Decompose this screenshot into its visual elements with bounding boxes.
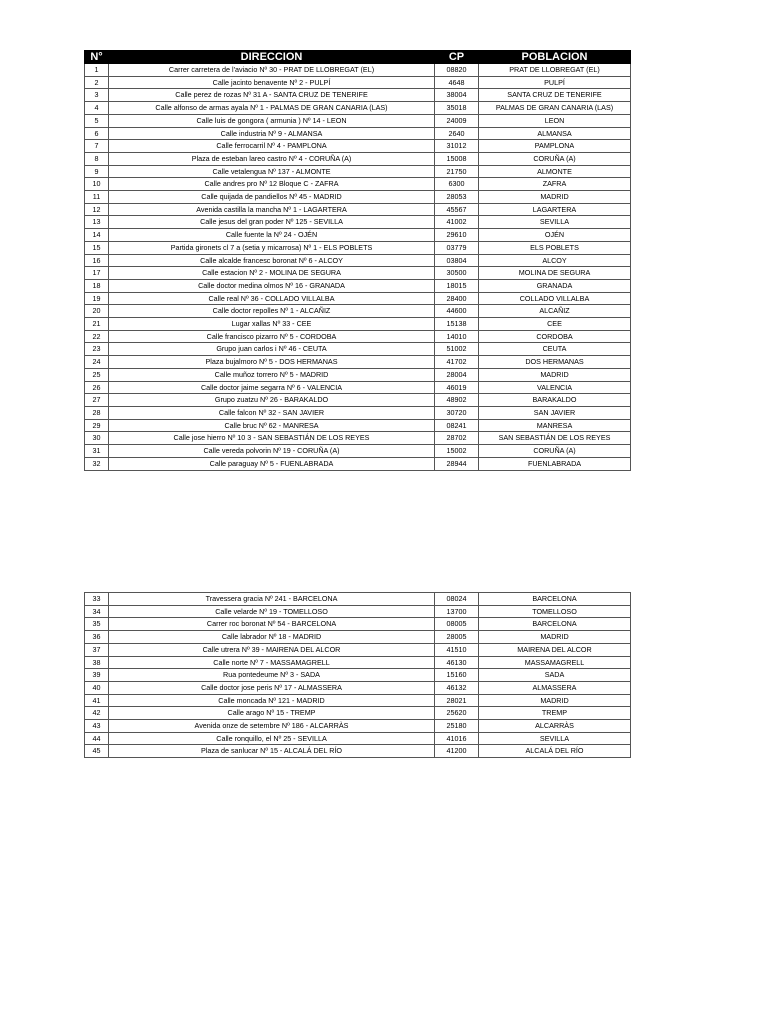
cell-cp: 25620: [435, 707, 479, 720]
table-row: [85, 140, 631, 153]
cell-direccion: Calle jose hierro Nº 10 3 - SAN SEBASTIÁN DE LOS REYES: [109, 432, 435, 445]
cell-cp: 28702: [435, 432, 479, 445]
cell-cp: 30720: [435, 406, 479, 419]
cell-poblacion: CORDOBA: [479, 330, 631, 343]
cell-num: 31: [85, 445, 109, 458]
cell-num: 2: [85, 76, 109, 89]
table-row: [85, 64, 631, 77]
table-row: [85, 279, 631, 292]
cell-num: 42: [85, 707, 109, 720]
cell-cp: 31012: [435, 140, 479, 153]
cell-direccion: Travessera gracia Nº 241 - BARCELONA: [109, 593, 435, 606]
cell-cp: 18015: [435, 279, 479, 292]
cell-cp: 21750: [435, 165, 479, 178]
cell-num: 19: [85, 292, 109, 305]
table-row: [85, 254, 631, 267]
cell-poblacion: ALCARRÀS: [479, 720, 631, 733]
table-row: [85, 605, 631, 618]
cell-direccion: Calle utrera Nº 39 - MAIRENA DEL ALCOR: [109, 643, 435, 656]
cell-poblacion: TOMELLOSO: [479, 605, 631, 618]
cell-direccion: Calle andres pro Nº 12 Bloque C - ZAFRA: [109, 178, 435, 191]
cell-cp: 38004: [435, 89, 479, 102]
table-row: [85, 127, 631, 140]
cell-poblacion: MANRESA: [479, 419, 631, 432]
cell-poblacion: ALMONTE: [479, 165, 631, 178]
cell-num: 32: [85, 457, 109, 470]
cell-direccion: Lugar xallas Nº 33 - CEE: [109, 318, 435, 331]
cell-cp: 41510: [435, 643, 479, 656]
cell-cp: 28005: [435, 631, 479, 644]
cell-num: 43: [85, 720, 109, 733]
cell-direccion: Plaza bujalmoro Nº 5 - DOS HERMANAS: [109, 356, 435, 369]
cell-direccion: Calle arago Nº 15 - TREMP: [109, 707, 435, 720]
cell-poblacion: SEVILLA: [479, 732, 631, 745]
table-row: [85, 593, 631, 606]
cell-direccion: Calle muñoz torrero Nº 5 - MADRID: [109, 368, 435, 381]
table-row: [85, 343, 631, 356]
cell-direccion: Calle moncada Nº 121 - MADRID: [109, 694, 435, 707]
cell-cp: 13700: [435, 605, 479, 618]
cell-cp: 41002: [435, 216, 479, 229]
table-row: [85, 356, 631, 369]
cell-num: 25: [85, 368, 109, 381]
cell-num: 38: [85, 656, 109, 669]
cell-num: 45: [85, 745, 109, 758]
cell-direccion: Calle luis de gongora ( armunia ) Nº 14 - LEON: [109, 114, 435, 127]
cell-direccion: Calle doctor jose peris Nº 17 - ALMASSERA: [109, 681, 435, 694]
table-row: [85, 669, 631, 682]
cell-num: 10: [85, 178, 109, 191]
cell-cp: 15008: [435, 152, 479, 165]
cell-direccion: Calle doctor repolles Nº 1 - ALCAÑIZ: [109, 305, 435, 318]
cell-direccion: Calle velarde Nº 19 - TOMELLOSO: [109, 605, 435, 618]
cell-cp: 41016: [435, 732, 479, 745]
cell-direccion: Calle vereda polvorin Nº 19 - CORUÑA (A): [109, 445, 435, 458]
cell-poblacion: SADA: [479, 669, 631, 682]
cell-direccion: Calle vetalengua Nº 137 - ALMONTE: [109, 165, 435, 178]
table-row: [85, 707, 631, 720]
cell-poblacion: BARCELONA: [479, 618, 631, 631]
cell-direccion: Calle jesus del gran poder Nº 125 - SEVILLA: [109, 216, 435, 229]
table-row: [85, 114, 631, 127]
cell-num: 21: [85, 318, 109, 331]
table-row: [85, 618, 631, 631]
table-row: [85, 292, 631, 305]
cell-direccion: Partida gironets cl 7 a (setia y micarrosa) Nº 1 - ELS POBLETS: [109, 241, 435, 254]
cell-num: 20: [85, 305, 109, 318]
cell-cp: 15002: [435, 445, 479, 458]
table-row: [85, 241, 631, 254]
cell-cp: 44600: [435, 305, 479, 318]
cell-poblacion: TREMP: [479, 707, 631, 720]
table-row: [85, 216, 631, 229]
table-row: [85, 89, 631, 102]
cell-num: 4: [85, 102, 109, 115]
cell-direccion: Calle doctor medina olmos Nº 16 - GRANADA: [109, 279, 435, 292]
cell-poblacion: ALCOY: [479, 254, 631, 267]
cell-cp: 48902: [435, 394, 479, 407]
table-row: [85, 267, 631, 280]
cell-num: 6: [85, 127, 109, 140]
table-body: [85, 593, 631, 758]
cell-num: 3: [85, 89, 109, 102]
cell-poblacion: VALENCIA: [479, 381, 631, 394]
cell-cp: 03804: [435, 254, 479, 267]
cell-cp: 24009: [435, 114, 479, 127]
cell-poblacion: MADRID: [479, 631, 631, 644]
cell-poblacion: MADRID: [479, 694, 631, 707]
table-row: [85, 381, 631, 394]
cell-poblacion: MADRID: [479, 191, 631, 204]
cell-num: 8: [85, 152, 109, 165]
table-row: [85, 318, 631, 331]
table-row: [85, 656, 631, 669]
cell-poblacion: SANTA CRUZ DE TENERIFE: [479, 89, 631, 102]
cell-direccion: Calle bruc Nº 62 - MANRESA: [109, 419, 435, 432]
cell-num: 26: [85, 381, 109, 394]
cell-num: 15: [85, 241, 109, 254]
cell-direccion: Calle doctor jaime segarra Nº 6 - VALENCIA: [109, 381, 435, 394]
table-row: [85, 203, 631, 216]
cell-poblacion: LAGARTERA: [479, 203, 631, 216]
cell-direccion: Calle ronquillo, el Nº 25 - SEVILLA: [109, 732, 435, 745]
cell-num: 28: [85, 406, 109, 419]
cell-num: 36: [85, 631, 109, 644]
table-row: [85, 445, 631, 458]
cell-num: 12: [85, 203, 109, 216]
cell-direccion: Calle industria Nº 9 - ALMANSA: [109, 127, 435, 140]
cell-direccion: Calle quijada de pandiellos Nº 45 - MADRID: [109, 191, 435, 204]
cell-poblacion: ALCAÑIZ: [479, 305, 631, 318]
table-row: [85, 102, 631, 115]
cell-direccion: Avenida castilla la mancha Nº 1 - LAGARTERA: [109, 203, 435, 216]
cell-poblacion: ELS POBLETS: [479, 241, 631, 254]
cell-direccion: Calle labrador Nº 18 - MADRID: [109, 631, 435, 644]
cell-num: 35: [85, 618, 109, 631]
cell-poblacion: BARAKALDO: [479, 394, 631, 407]
cell-num: 41: [85, 694, 109, 707]
cell-cp: 15160: [435, 669, 479, 682]
header-cp: CP: [435, 51, 479, 64]
cell-poblacion: CEUTA: [479, 343, 631, 356]
cell-direccion: Plaza de sanlucar Nº 15 - ALCALÁ DEL RÍO: [109, 745, 435, 758]
cell-direccion: Calle falcon Nº 32 - SAN JAVIER: [109, 406, 435, 419]
cell-direccion: Plaza de esteban lareo castro Nº 4 - CORUÑA (A): [109, 152, 435, 165]
cell-poblacion: MASSAMAGRELL: [479, 656, 631, 669]
cell-poblacion: MAIRENA DEL ALCOR: [479, 643, 631, 656]
cell-poblacion: SAN JAVIER: [479, 406, 631, 419]
cell-num: 14: [85, 229, 109, 242]
cell-num: 40: [85, 681, 109, 694]
header-direccion: DIRECCION: [109, 51, 435, 64]
cell-direccion: Carrer carretera de l'aviacio Nº 30 - PRAT DE LLOBREGAT (EL): [109, 64, 435, 77]
cell-poblacion: CORUÑA (A): [479, 445, 631, 458]
cell-direccion: Calle fuente la Nº 24 - OJÉN: [109, 229, 435, 242]
table-row: [85, 165, 631, 178]
table-row: [85, 432, 631, 445]
cell-cp: 15138: [435, 318, 479, 331]
cell-poblacion: ZAFRA: [479, 178, 631, 191]
cell-num: 44: [85, 732, 109, 745]
cell-cp: 46132: [435, 681, 479, 694]
table-row: [85, 368, 631, 381]
cell-poblacion: BARCELONA: [479, 593, 631, 606]
cell-direccion: Grupo zuatzu Nº 26 - BARAKALDO: [109, 394, 435, 407]
cell-num: 13: [85, 216, 109, 229]
cell-direccion: Carrer roc boronat Nº 54 - BARCELONA: [109, 618, 435, 631]
cell-direccion: Calle perez de rozas Nº 31 A - SANTA CRUZ DE TENERIFE: [109, 89, 435, 102]
cell-direccion: Calle norte Nº 7 - MASSAMAGRELL: [109, 656, 435, 669]
cell-cp: 41200: [435, 745, 479, 758]
cell-direccion: Avenida onze de setembre Nº 186 - ALCARRÀS: [109, 720, 435, 733]
table-row: [85, 694, 631, 707]
cell-num: 22: [85, 330, 109, 343]
cell-num: 7: [85, 140, 109, 153]
table-row: [85, 419, 631, 432]
cell-cp: 46019: [435, 381, 479, 394]
cell-poblacion: CORUÑA (A): [479, 152, 631, 165]
cell-direccion: Calle alcalde francesc boronat Nº 6 - ALCOY: [109, 254, 435, 267]
cell-poblacion: PAMPLONA: [479, 140, 631, 153]
cell-poblacion: ALCALÁ DEL RÍO: [479, 745, 631, 758]
table-row: [85, 720, 631, 733]
cell-num: 23: [85, 343, 109, 356]
table-row: [85, 191, 631, 204]
table-row: [85, 229, 631, 242]
table-row: [85, 457, 631, 470]
cell-cp: 35018: [435, 102, 479, 115]
cell-cp: 46130: [435, 656, 479, 669]
table-row: [85, 330, 631, 343]
cell-cp: 41702: [435, 356, 479, 369]
cell-poblacion: PRAT DE LLOBREGAT (EL): [479, 64, 631, 77]
cell-direccion: Calle estacion Nº 2 - MOLINA DE SEGURA: [109, 267, 435, 280]
cell-poblacion: SEVILLA: [479, 216, 631, 229]
cell-num: 37: [85, 643, 109, 656]
cell-num: 5: [85, 114, 109, 127]
table-row: [85, 178, 631, 191]
cell-poblacion: PULPÍ: [479, 76, 631, 89]
cell-poblacion: SAN SEBASTIÁN DE LOS REYES: [479, 432, 631, 445]
table-row: [85, 305, 631, 318]
cell-direccion: Rua pontedeume Nº 3 - SADA: [109, 669, 435, 682]
header-poblacion: POBLACION: [479, 51, 631, 64]
cell-num: 9: [85, 165, 109, 178]
table-row: [85, 152, 631, 165]
cell-cp: 14010: [435, 330, 479, 343]
table-row: [85, 631, 631, 644]
table-body: [85, 64, 631, 471]
cell-num: 34: [85, 605, 109, 618]
cell-num: 30: [85, 432, 109, 445]
cell-poblacion: MADRID: [479, 368, 631, 381]
cell-direccion: Grupo juan carlos i Nº 46 - CEUTA: [109, 343, 435, 356]
cell-cp: 51002: [435, 343, 479, 356]
cell-num: 29: [85, 419, 109, 432]
cell-poblacion: LEON: [479, 114, 631, 127]
cell-direccion: Calle paraguay Nº 5 - FUENLABRADA: [109, 457, 435, 470]
cell-cp: 08005: [435, 618, 479, 631]
cell-num: 24: [85, 356, 109, 369]
table-row: [85, 76, 631, 89]
cell-poblacion: ALMASSERA: [479, 681, 631, 694]
cell-cp: 28053: [435, 191, 479, 204]
cell-direccion: Calle francisco pizarro Nº 5 - CORDOBA: [109, 330, 435, 343]
cell-num: 1: [85, 64, 109, 77]
cell-num: 18: [85, 279, 109, 292]
cell-poblacion: ALMANSA: [479, 127, 631, 140]
table-row: [85, 406, 631, 419]
cell-cp: 28400: [435, 292, 479, 305]
cell-poblacion: CEE: [479, 318, 631, 331]
cell-cp: 4648: [435, 76, 479, 89]
cell-cp: 45567: [435, 203, 479, 216]
cell-poblacion: FUENLABRADA: [479, 457, 631, 470]
cell-poblacion: PALMAS DE GRAN CANARIA (LAS): [479, 102, 631, 115]
cell-cp: 29610: [435, 229, 479, 242]
table-row: [85, 732, 631, 745]
table-row: [85, 394, 631, 407]
cell-cp: 08241: [435, 419, 479, 432]
cell-cp: 28944: [435, 457, 479, 470]
table-row: [85, 745, 631, 758]
cell-cp: 08024: [435, 593, 479, 606]
cell-num: 16: [85, 254, 109, 267]
cell-num: 27: [85, 394, 109, 407]
cell-cp: 28004: [435, 368, 479, 381]
cell-direccion: Calle jacinto benavente Nº 2 - PULPÍ: [109, 76, 435, 89]
cell-cp: 08820: [435, 64, 479, 77]
cell-poblacion: OJÉN: [479, 229, 631, 242]
cell-direccion: Calle ferrocarril Nº 4 - PAMPLONA: [109, 140, 435, 153]
cell-cp: 03779: [435, 241, 479, 254]
address-table-continued: [84, 592, 631, 758]
cell-poblacion: DOS HERMANAS: [479, 356, 631, 369]
table-header-row: [85, 51, 631, 64]
cell-direccion: Calle real Nº 36 - COLLADO VILLALBA: [109, 292, 435, 305]
cell-cp: 25180: [435, 720, 479, 733]
table-row: [85, 681, 631, 694]
cell-direccion: Calle alfonso de armas ayala Nº 1 - PALMAS DE GRAN CANARIA (LAS): [109, 102, 435, 115]
cell-cp: 28021: [435, 694, 479, 707]
cell-poblacion: GRANADA: [479, 279, 631, 292]
header-num: N°: [85, 51, 109, 64]
cell-cp: 30500: [435, 267, 479, 280]
cell-poblacion: MOLINA DE SEGURA: [479, 267, 631, 280]
cell-num: 39: [85, 669, 109, 682]
cell-cp: 6300: [435, 178, 479, 191]
cell-poblacion: COLLADO VILLALBA: [479, 292, 631, 305]
cell-num: 17: [85, 267, 109, 280]
table-row: [85, 643, 631, 656]
cell-num: 33: [85, 593, 109, 606]
address-table: [84, 50, 631, 471]
cell-cp: 2640: [435, 127, 479, 140]
cell-num: 11: [85, 191, 109, 204]
